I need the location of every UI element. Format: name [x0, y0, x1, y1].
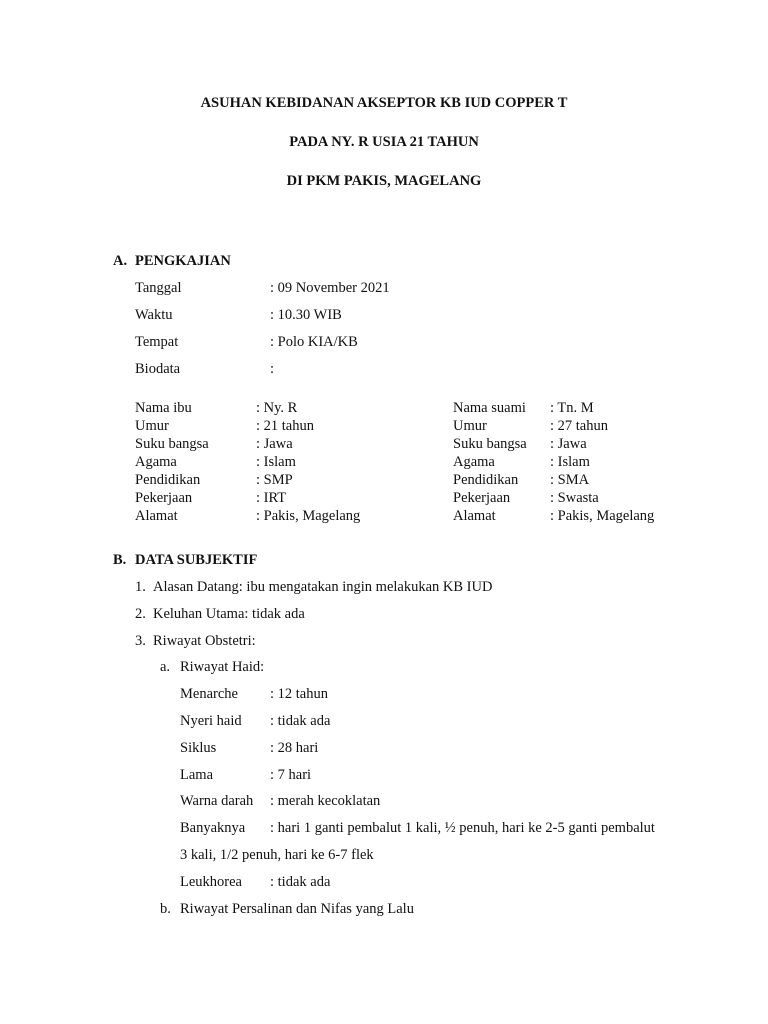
ibu-label-nama: Nama ibu	[135, 400, 192, 416]
item-number: 2.	[135, 606, 146, 622]
haid-value: : tidak ada	[270, 713, 331, 729]
field-value-waktu: : 10.30 WIB	[270, 307, 342, 323]
item-number: 1.	[135, 579, 146, 595]
suami-label-nama: Nama suami	[453, 400, 526, 416]
ibu-label-suku: Suku bangsa	[135, 436, 209, 452]
haid-label: Banyaknya	[180, 820, 246, 836]
sub-letter-b: b.	[160, 901, 171, 917]
suami-value-suku: : Jawa	[550, 436, 587, 452]
ibu-value-alamat: : Pakis, Magelang	[256, 508, 361, 524]
section-a-heading: PENGKAJIAN	[135, 253, 231, 269]
suami-label-umur: Umur	[453, 418, 487, 434]
haid-value-continuation: 3 kali, 1/2 penuh, hari ke 6-7 flek	[180, 847, 374, 863]
haid-value: : 7 hari	[270, 767, 312, 783]
field-label-waktu: Waktu	[135, 307, 173, 323]
haid-label: Siklus	[180, 740, 217, 756]
title-line-2: PADA NY. R USIA 21 TAHUN	[289, 134, 479, 150]
section-b-letter: B.	[113, 552, 127, 568]
haid-value: : tidak ada	[270, 874, 331, 890]
suami-value-alamat: : Pakis, Magelang	[550, 508, 655, 524]
ibu-value-umur: : 21 tahun	[256, 418, 314, 434]
ibu-label-agama: Agama	[135, 454, 177, 470]
haid-label: Lama	[180, 767, 214, 783]
suami-value-agama: : Islam	[550, 454, 590, 470]
haid-value: : merah kecoklatan	[270, 793, 381, 809]
sub-riwayat-haid: Riwayat Haid:	[180, 659, 265, 675]
item-number: 3.	[135, 633, 146, 649]
field-label-tanggal: Tanggal	[135, 280, 182, 296]
section-b-heading: DATA SUBJEKTIF	[135, 552, 258, 568]
suami-value-nama: : Tn. M	[550, 400, 594, 416]
ibu-value-pekerjaan: : IRT	[256, 490, 287, 506]
title-line-3: DI PKM PAKIS, MAGELANG	[286, 173, 482, 189]
haid-value: : 28 hari	[270, 740, 319, 756]
ibu-value-pendidikan: : SMP	[256, 472, 293, 488]
item-riwayat-obstetri: Riwayat Obstetri:	[153, 633, 256, 649]
field-label-biodata: Biodata	[135, 361, 181, 377]
ibu-label-alamat: Alamat	[135, 508, 178, 524]
sub-riwayat-persalinan: Riwayat Persalinan dan Nifas yang Lalu	[180, 901, 414, 917]
ibu-label-pendidikan: Pendidikan	[135, 472, 201, 488]
suami-label-pekerjaan: Pekerjaan	[453, 490, 511, 506]
ibu-value-nama: : Ny. R	[256, 400, 298, 416]
field-value-tempat: : Polo KIA/KB	[270, 334, 358, 350]
ibu-value-agama: : Islam	[256, 454, 296, 470]
suami-value-pekerjaan: : Swasta	[550, 490, 599, 506]
suami-value-umur: : 27 tahun	[550, 418, 608, 434]
title-line-1: ASUHAN KEBIDANAN AKSEPTOR KB IUD COPPER T	[200, 95, 568, 111]
field-label-tempat: Tempat	[135, 334, 179, 350]
suami-label-suku: Suku bangsa	[453, 436, 527, 452]
field-value-biodata: :	[270, 361, 275, 377]
suami-value-pendidikan: : SMA	[550, 472, 590, 488]
haid-value: : hari 1 ganti pembalut 1 kali, ½ penuh, hari ke 2-5 ganti pembalut	[270, 820, 655, 836]
item-alasan-datang: Alasan Datang: ibu mengatakan ingin melakukan KB IUD	[153, 579, 493, 595]
item-keluhan-utama: Keluhan Utama: tidak ada	[153, 606, 305, 622]
ibu-label-umur: Umur	[135, 418, 169, 434]
section-a-letter: A.	[113, 253, 128, 269]
ibu-label-pekerjaan: Pekerjaan	[135, 490, 193, 506]
haid-label: Menarche	[180, 686, 238, 702]
suami-label-agama: Agama	[453, 454, 495, 470]
haid-label: Warna darah	[180, 793, 254, 809]
sub-letter-a: a.	[160, 659, 171, 675]
field-value-tanggal: : 09 November 2021	[270, 280, 390, 296]
suami-label-alamat: Alamat	[453, 508, 496, 524]
haid-label: Leukhorea	[180, 874, 242, 890]
ibu-value-suku: : Jawa	[256, 436, 293, 452]
suami-label-pendidikan: Pendidikan	[453, 472, 519, 488]
haid-label: Nyeri haid	[180, 713, 242, 729]
haid-value: : 12 tahun	[270, 686, 328, 702]
